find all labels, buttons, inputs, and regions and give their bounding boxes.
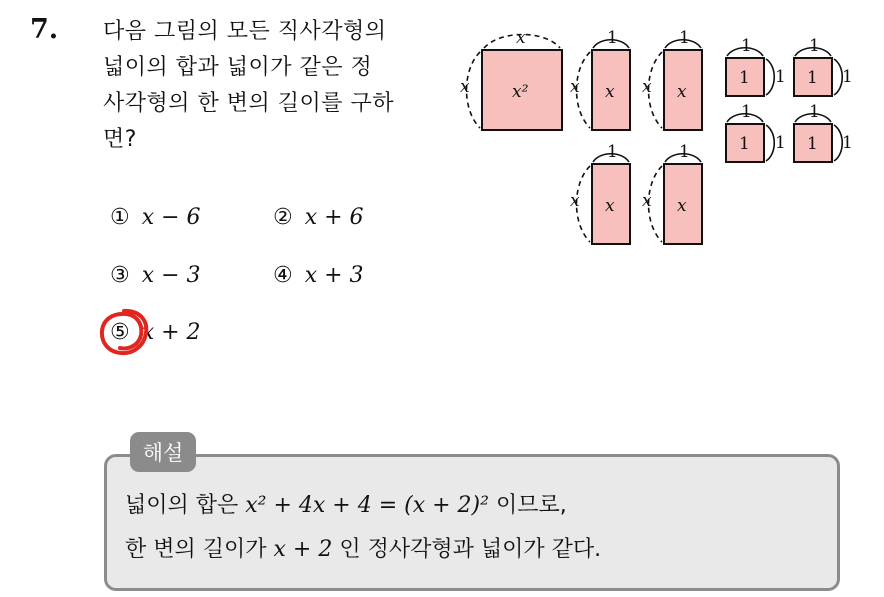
solution-text: 인 정사각형과 넓이가 같다.	[332, 537, 602, 562]
unit-square-tile	[726, 102, 786, 162]
unit-square-label: 1	[739, 68, 750, 88]
solution-math: x + 2	[273, 537, 333, 562]
rect-tile	[570, 142, 630, 244]
unit-square-tile	[794, 36, 853, 96]
solution-tab: 해설	[130, 432, 196, 472]
solution-text: 넓이의 합은	[125, 493, 246, 518]
rect-width-label: 1	[679, 142, 690, 162]
solution-box	[104, 454, 840, 591]
choice-mark: ③	[110, 263, 130, 288]
choice-expr: x − 3	[141, 263, 201, 288]
question-number: 7.	[30, 14, 59, 45]
unit-side-label: 1	[741, 36, 752, 56]
unit-side-label: 1	[809, 36, 820, 56]
choice-mark: ④	[273, 263, 293, 288]
rect-width-label: 1	[679, 28, 690, 48]
rect-label: x	[677, 82, 687, 102]
unit-square-label: 1	[807, 134, 818, 154]
big-square-label: x²	[512, 82, 529, 102]
question-line: 넓이의 합과 넓이가 같은 정	[103, 55, 373, 80]
choice-mark: ①	[110, 205, 130, 230]
question-line: 다음 그림의 모든 직사각형의	[103, 19, 387, 44]
big-square-top-side: x	[516, 28, 526, 48]
choice-expr: x + 3	[304, 263, 364, 288]
unit-square-tile	[794, 102, 853, 162]
choice-expr: x + 6	[304, 205, 364, 230]
unit-side-label: 1	[775, 133, 786, 153]
unit-side-label: 1	[842, 67, 853, 87]
rect-height-label: x	[570, 191, 580, 211]
choice-mark: ⑤	[110, 320, 130, 345]
unit-side-label: 1	[809, 102, 820, 122]
choice-mark: ②	[273, 205, 293, 230]
solution-math: x² + 4x + 4 = (x + 2)²	[245, 493, 489, 518]
solution-line-2	[125, 532, 601, 563]
rect-tile	[642, 28, 702, 130]
solution-line-1	[125, 488, 567, 519]
unit-square-tile	[726, 36, 786, 96]
unit-square-label: 1	[739, 134, 750, 154]
unit-side-label: 1	[741, 102, 752, 122]
question-line: 면?	[103, 127, 137, 152]
big-square-tile	[460, 28, 562, 130]
rect-height-label: x	[570, 77, 580, 97]
unit-side-label: 1	[842, 133, 853, 153]
rect-height-label: x	[642, 77, 652, 97]
choice-expr: x + 2	[141, 320, 201, 345]
choice-expr: x − 6	[141, 205, 201, 230]
unit-side-label: 1	[775, 67, 786, 87]
rect-tile	[642, 142, 702, 244]
rect-width-label: 1	[607, 142, 618, 162]
rect-label: x	[605, 82, 615, 102]
big-square-left-side: x	[460, 77, 470, 97]
solution-text: 한 변의 길이가	[125, 537, 274, 562]
answer-circle-mark	[96, 305, 152, 359]
rect-label: x	[605, 196, 615, 216]
rect-width-label: 1	[607, 28, 618, 48]
rect-height-label: x	[642, 191, 652, 211]
rect-tile	[570, 28, 630, 130]
unit-square-label: 1	[807, 68, 818, 88]
rect-label: x	[677, 196, 687, 216]
solution-text: 이므로,	[488, 493, 567, 518]
question-line: 사각형의 한 변의 길이를 구하	[103, 91, 394, 116]
